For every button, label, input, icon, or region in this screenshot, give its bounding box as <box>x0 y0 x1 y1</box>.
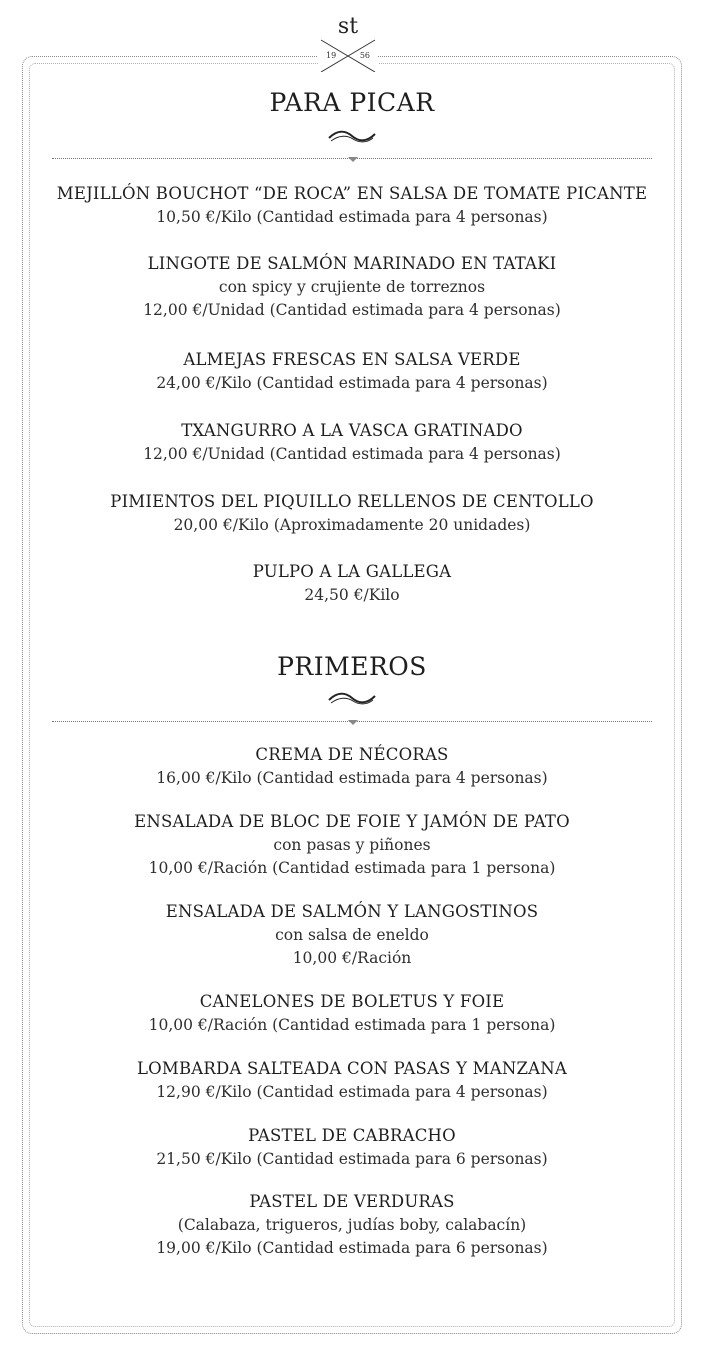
menu-item-name: TXANGURRO A LA VASCA GRATINADO <box>181 421 523 440</box>
menu-item <box>0 900 704 970</box>
menu-item-price: 12,00 €/Unidad (Cantidad estimada para 4 personas) <box>143 445 561 463</box>
menu-item <box>0 1057 704 1104</box>
menu-item-price: 12,00 €/Unidad (Cantidad estimada para 4 personas) <box>143 301 561 319</box>
menu-item-price: 24,00 €/Kilo (Cantidad estimada para 4 personas) <box>156 374 548 392</box>
menu-item <box>0 1190 704 1260</box>
menu-item-price: 10,00 €/Ración (Cantidad estimada para 1 persona) <box>148 859 556 877</box>
menu-item-description: con pasas y piñones <box>273 836 431 854</box>
menu-item <box>0 810 704 880</box>
flourish-ornament-icon <box>327 688 377 708</box>
logo-year-left: 19 <box>326 51 337 60</box>
menu-item <box>0 990 704 1037</box>
menu-item <box>0 182 704 229</box>
menu-item-description: con spicy y crujiente de torreznos <box>218 278 486 296</box>
section-divider <box>52 721 652 731</box>
menu-item-price: 10,00 €/Ración (Cantidad estimada para 1 persona) <box>148 1016 556 1034</box>
menu-item-name: ALMEJAS FRESCAS EN SALSA VERDE <box>183 350 521 369</box>
menu-item <box>0 252 704 322</box>
restaurant-logo <box>318 14 378 72</box>
menu-item-price: 10,50 €/Kilo (Cantidad estimada para 4 personas) <box>156 208 548 226</box>
menu-item-price: 19,00 €/Kilo (Cantidad estimada para 6 personas) <box>156 1239 548 1257</box>
menu-item-name: CREMA DE NÉCORAS <box>255 745 449 764</box>
menu-item-description: (Calabaza, trigueros, judías boby, calabacín) <box>177 1216 527 1234</box>
menu-item <box>0 490 704 537</box>
logo-year-right: 56 <box>359 51 370 60</box>
menu-item <box>0 743 704 790</box>
menu-item <box>0 419 704 466</box>
menu-item-name: MEJILLÓN BOUCHOT “DE ROCA” EN SALSA DE TOMATE PICANTE <box>56 184 648 203</box>
menu-item <box>0 560 704 607</box>
logo-monogram: st <box>337 14 359 39</box>
menu-item-name: PIMIENTOS DEL PIQUILLO RELLENOS DE CENTOLLO <box>110 492 594 511</box>
menu-item-name: PASTEL DE VERDURAS <box>249 1192 455 1211</box>
menu-item <box>0 1124 704 1171</box>
menu-item-name: LOMBARDA SALTEADA CON PASAS Y MANZANA <box>136 1059 568 1078</box>
menu-item-name: ENSALADA DE SALMÓN Y LANGOSTINOS <box>165 902 539 921</box>
flourish-ornament-icon <box>327 126 377 146</box>
menu-item-price: 12,90 €/Kilo (Cantidad estimada para 4 personas) <box>156 1083 548 1101</box>
menu-item-name: PASTEL DE CABRACHO <box>248 1126 456 1145</box>
menu-item-price: 24,50 €/Kilo <box>304 586 400 604</box>
menu-item-name: PULPO A LA GALLEGA <box>252 562 452 581</box>
menu-item-name: ENSALADA DE BLOC DE FOIE Y JAMÓN DE PATO <box>134 812 570 831</box>
menu-item-name: LINGOTE DE SALMÓN MARINADO EN TATAKI <box>147 254 557 273</box>
menu-item-price: 20,00 €/Kilo (Aproximadamente 20 unidades) <box>173 516 531 534</box>
menu-item-name: CANELONES DE BOLETUS Y FOIE <box>199 992 505 1011</box>
menu-item-price: 21,50 €/Kilo (Cantidad estimada para 6 personas) <box>156 1150 548 1168</box>
menu-item-description: con salsa de eneldo <box>275 926 429 944</box>
menu-item <box>0 348 704 395</box>
section-title-primeros: PRIMEROS <box>277 652 427 681</box>
section-divider <box>52 158 652 168</box>
menu-item-price: 16,00 €/Kilo (Cantidad estimada para 4 personas) <box>156 769 548 787</box>
section-title-para-picar: PARA PICAR <box>269 88 435 117</box>
menu-item-price: 10,00 €/Ración <box>292 949 412 967</box>
